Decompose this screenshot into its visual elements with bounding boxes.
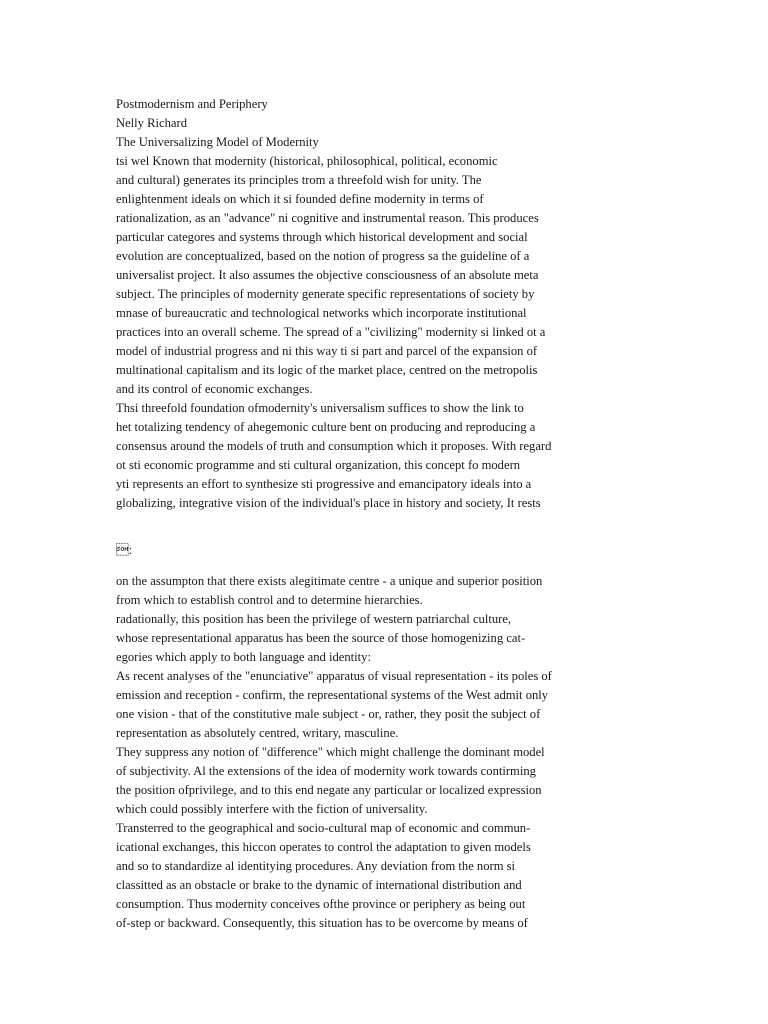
text-line: mnase of bureaucratic and technological networks which incorporate institutional [116, 306, 527, 320]
text-line: radationally, this position has been the privilege of western patriarchal culture, [116, 612, 512, 626]
text-line: one vision - that of the constitutive male subject - or, rather, they posit the subject of [116, 707, 541, 721]
text-line: egories which apply to both language and identity: [116, 650, 371, 664]
text-line: ot sti economic programme and sti cultural organization, this concept fo modern [116, 458, 521, 472]
section-gap [116, 513, 596, 541]
text-line: Thsi threefold foundation ofmodernity's universalism suffices to show the link to [116, 401, 524, 415]
page-break-marker: : [116, 543, 133, 557]
text-line: model of industrial progress and ni this way ti si part and parcel of the expansion of [116, 344, 538, 358]
text-line: consensus around the models of truth and consumption which it proposes. With regard [116, 439, 552, 453]
text-line: Transterred to the geographical and socio-cultural map of economic and commun- [116, 821, 531, 835]
text-line: subject. The principles of modernity generate specific representations of society by [116, 287, 535, 301]
text-line: and its control of economic exchanges. [116, 382, 313, 396]
text-line: icational exchanges, this hiccon operates to control the adaptation to given models [116, 840, 531, 854]
text-line: practices into an overall scheme. The spread of a "civilizing" modernity si linked ot a [116, 325, 546, 339]
text-line: They suppress any notion of "difference" which might challenge the dominant model [116, 745, 545, 759]
text-line: consumption. Thus modernity conceives ofthe province or periphery as being out [116, 897, 526, 911]
text-line: classitted as an obstacle or brake to the dynamic of international distribution and [116, 878, 522, 892]
text-line: yti represents an effort to synthesize sti progressive and emancipatory ideals into a [116, 477, 532, 491]
text-line: whose representational apparatus has been the source of those homogenizing cat- [116, 631, 526, 645]
text-line: multinational capitalism and its logic of the market place, centred on the metropolis [116, 363, 538, 377]
text-line: tsi wel Known that modernity (historical, philosophical, political, economic [116, 154, 498, 168]
document-author: Nelly Richard [116, 116, 187, 130]
document-header [116, 95, 596, 152]
text-line: on the assumpton that there exists alegitimate centre - a unique and superior position [116, 574, 543, 588]
text-line: and cultural) generates its principles trom a threefold wish for unity. The [116, 173, 482, 187]
text-line: rationalization, as an "advance" ni cognitive and instrumental reason. This produces [116, 211, 539, 225]
text-line: As recent analyses of the "enunciative" apparatus of visual representation - its poles of [116, 669, 552, 683]
text-line: globalizing, integrative vision of the individual's place in history and society, It rests [116, 496, 541, 510]
section-heading: The Universalizing Model of Modernity [116, 135, 319, 149]
text-line: the position ofprivilege, and to this end negate any particular or localized expression [116, 783, 542, 797]
text-line: which could possibly interfere with the fiction of universality. [116, 802, 428, 816]
text-line: evolution are conceptualized, based on the notion of progress sa the guideline of a [116, 249, 530, 263]
document-page [116, 95, 596, 933]
text-line: representation as absolutely centred, writary, masculine. [116, 726, 399, 740]
text-block-2 [116, 572, 596, 933]
text-line: particular categores and systems through which historical development and social [116, 230, 528, 244]
text-line: emission and reception - confirm, the representational systems of the West admit only [116, 688, 549, 702]
text-line: of-step or backward. Consequently, this situation has to be overcome by means of [116, 916, 528, 930]
text-line: from which to establish control and to determine hierarchies. [116, 593, 423, 607]
text-line: universalist project. It also assumes the objective consciousness of an absolute meta [116, 268, 539, 282]
text-line: and so to standardize al identitying procedures. Any deviation from the norm si [116, 859, 516, 873]
text-line: of subjectivity. Al the extensions of the idea of modernity work towards contirming [116, 764, 536, 778]
section-gap [116, 560, 596, 572]
document-title: Postmodernism and Periphery [116, 97, 268, 111]
text-block-1 [116, 152, 596, 513]
text-line: enlightenment ideals on which it si founded define modernity in terms of [116, 192, 484, 206]
text-line: het totalizing tendency of ahegemonic culture bent on producing and reproducing a [116, 420, 536, 434]
